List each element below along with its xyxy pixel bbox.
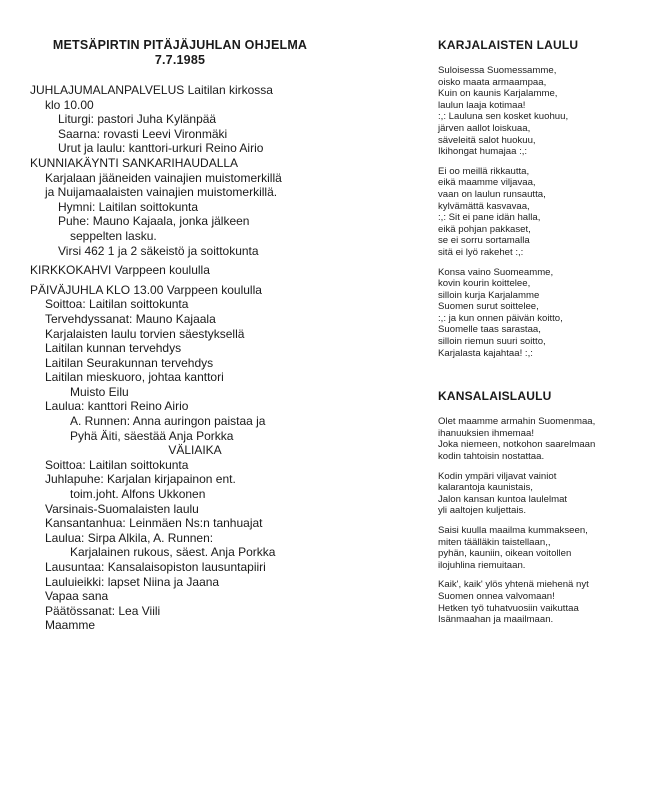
lyric-line: Ikihongat humajaa :,: — [438, 146, 528, 158]
program-line: Karjalaan jääneiden vainajien muistomerkillä — [45, 170, 282, 185]
lyric-line: :,: ja kun onnen päivän koitto, — [438, 312, 563, 324]
lyric-line: Kodin ympäri viljavat vainiot — [438, 470, 557, 482]
song-lyrics — [438, 416, 668, 626]
lyric-line: eikä pohjan pakkaset, — [438, 223, 531, 235]
program-line: Laitilan kunnan tervehdys — [45, 341, 182, 356]
lyric-line: säveleitä salot huokuu, — [438, 134, 536, 146]
program-line: klo 10.00 — [45, 97, 94, 112]
program-line: KUNNIAKÄYNTI SANKARIHAUDALLA — [30, 155, 239, 170]
program-line: seppelten lasku. — [70, 228, 157, 243]
lyric-line: Olet maamme armahin Suomenmaa, — [438, 416, 596, 428]
lyric-line: Saisi kuulla maailma kummakseen, — [438, 525, 588, 536]
program-line: Laulua: Sirpa Alkila, A. Runnen: — [45, 530, 214, 545]
program-line: ja Nuijamaalaisten vainajien muistomerkillä. — [45, 185, 278, 200]
lyric-line: Suomen surut soittelee, — [438, 301, 539, 313]
lyric-line: järven aallot loiskuaa, — [438, 122, 531, 134]
lyric-line: pyhän, kauniin, oikean voitollen — [438, 548, 572, 560]
program-line: Virsi 462 1 ja 2 säkeistö ja soittokunta — [58, 243, 259, 258]
program-line: Päätössanat: Lea Viili — [45, 603, 161, 618]
songs-column — [438, 38, 668, 626]
lyric-line: eikä maamme viljavaa, — [438, 177, 536, 189]
lyric-line: Joka niemeen, notkohon saarelmaan — [438, 439, 596, 451]
program-line: Soittoa: Laitilan soittokunta — [45, 297, 189, 312]
program-line: Laulua: kanttori Reino Airio — [45, 399, 189, 414]
program-line: Varsinais-Suomalaisten laulu — [45, 501, 199, 516]
program-line: Kansantanhua: Leinmäen Ns:n tanhuajat — [45, 516, 263, 531]
program-date: 7.7.1985 — [154, 53, 206, 67]
lyric-line: Suomelle taas sarastaa, — [438, 324, 541, 336]
program-lines — [30, 83, 400, 633]
lyric-line: kodin tahtoisin nostattaa. — [438, 451, 545, 463]
lyric-line: Konsa vaino Suomeamme, — [438, 266, 554, 278]
program-line: VÄLIAIKA — [168, 443, 222, 458]
lyric-line: ilojuhlina riemuitaan. — [438, 559, 526, 571]
song-lyrics — [438, 65, 668, 359]
program-line: Vapaa sana — [45, 589, 109, 604]
lyric-line: Karjalasta kajahtaa! :,: — [438, 347, 533, 359]
song-karjalaisten-laulu — [438, 38, 668, 359]
program-line: Urut ja laulu: kanttori-urkuri Reino Airio — [58, 141, 264, 156]
lyric-line: Kuin on kaunis Karjalamme, — [438, 88, 558, 100]
program-line: KIRKKOKAHVI Varppeen koululla — [30, 263, 210, 278]
lyric-line: ihanuuksien ihmemaa! — [438, 427, 534, 439]
lyric-line: Isänmaahan ja maailmaan. — [438, 614, 554, 626]
lyric-line: laulun laaja kotimaa! — [438, 99, 526, 111]
lyric-line: kylvämättä kasvavaa, — [438, 200, 530, 212]
program-line: Tervehdyssanat: Mauno Kajaala — [45, 311, 216, 326]
lyric-line: Suloisessa Suomessamme, — [438, 65, 557, 76]
program-line: Laitilan mieskuoro, johtaa kanttori — [45, 370, 224, 385]
program-line: Liturgi: pastori Juha Kylänpää — [58, 112, 217, 127]
lyric-line: :,: Lauluna sen kosket kuohuu, — [438, 111, 569, 123]
lyric-line: oisko maata armaampaa, — [438, 76, 547, 88]
lyric-line: silloin riemun suuri soitto, — [438, 336, 546, 348]
program-line: Soittoa: Laitilan soittokunta — [45, 457, 189, 472]
lyric-line: kalarantoja kaunistais, — [438, 482, 533, 494]
program-line: PÄIVÄJUHLA KLO 13.00 Varppeen koululla — [30, 282, 262, 297]
lyric-line: Jalon kansan kuntoa laulelmat — [438, 493, 568, 505]
lyric-line: yli aaltojen kuljettais. — [438, 505, 526, 517]
program-line: Lausuntaa: Kansalaisopiston lausuntapiiri — [45, 560, 266, 574]
lyric-line: vaan on laulun runsautta, — [438, 188, 546, 200]
lyric-line: sitä ei lyö rakehet :,: — [438, 246, 524, 258]
lyric-line: Hetken työ tuhatvuosiin vaikuttaa — [438, 602, 579, 614]
program-line: JUHLAJUMALANPALVELUS Laitilan kirkossa — [30, 83, 273, 97]
lyric-line: Kaik', kaik' ylös yhtenä miehenä nyt — [438, 579, 589, 591]
program-line: Lauluieikki: lapset Niina ja Jaana — [45, 574, 220, 589]
program-line: Saarna: rovasti Leevi Vironmäki — [58, 126, 228, 141]
song-kansalaislaulu — [438, 389, 668, 626]
program-line: Muisto Eilu — [70, 384, 129, 399]
program-line: toim.joht. Alfons Ukkonen — [70, 487, 206, 502]
lyric-line: silloin kurja Karjalamme — [438, 289, 540, 301]
lyric-line: :,: Sit ei pane idän halla, — [438, 212, 541, 224]
program-line: Karjalainen rukous, säest. Anja Porkka — [70, 545, 276, 560]
lyric-line: se ei sorru sortamalla — [438, 235, 530, 247]
program-column — [30, 38, 400, 633]
program-line: A. Runnen: Anna auringon paistaa ja — [70, 414, 266, 429]
program-line: Maamme — [45, 618, 96, 633]
program-line: Pyhä Äiti, säestää Anja Porkka — [70, 428, 234, 443]
lyric-line: miten täälläkin taistellaan,, — [438, 536, 551, 548]
song-title: KARJALAISTEN LAULU — [438, 38, 579, 52]
lyric-line: Ei oo meillä rikkautta, — [438, 165, 530, 177]
program-line: Laitilan Seurakunnan tervehdys — [45, 355, 214, 370]
song-title: KANSALAISLAULU — [438, 389, 552, 404]
lyric-line: kovin kourin koittelee, — [438, 278, 531, 290]
program-title: METSÄPIRTIN PITÄJÄJUHLAN OHJELMA — [52, 38, 308, 52]
lyric-line: Suomen onnea valvomaan! — [438, 590, 555, 602]
program-line: Hymni: Laitilan soittokunta — [58, 199, 199, 214]
program-line: Juhlapuhe: Karjalan kirjapainon ent. — [45, 472, 236, 487]
program-line: Karjalaisten laulu torvien säestyksellä — [45, 326, 245, 341]
program-line: Puhe: Mauno Kajaala, jonka jälkeen — [58, 214, 250, 229]
